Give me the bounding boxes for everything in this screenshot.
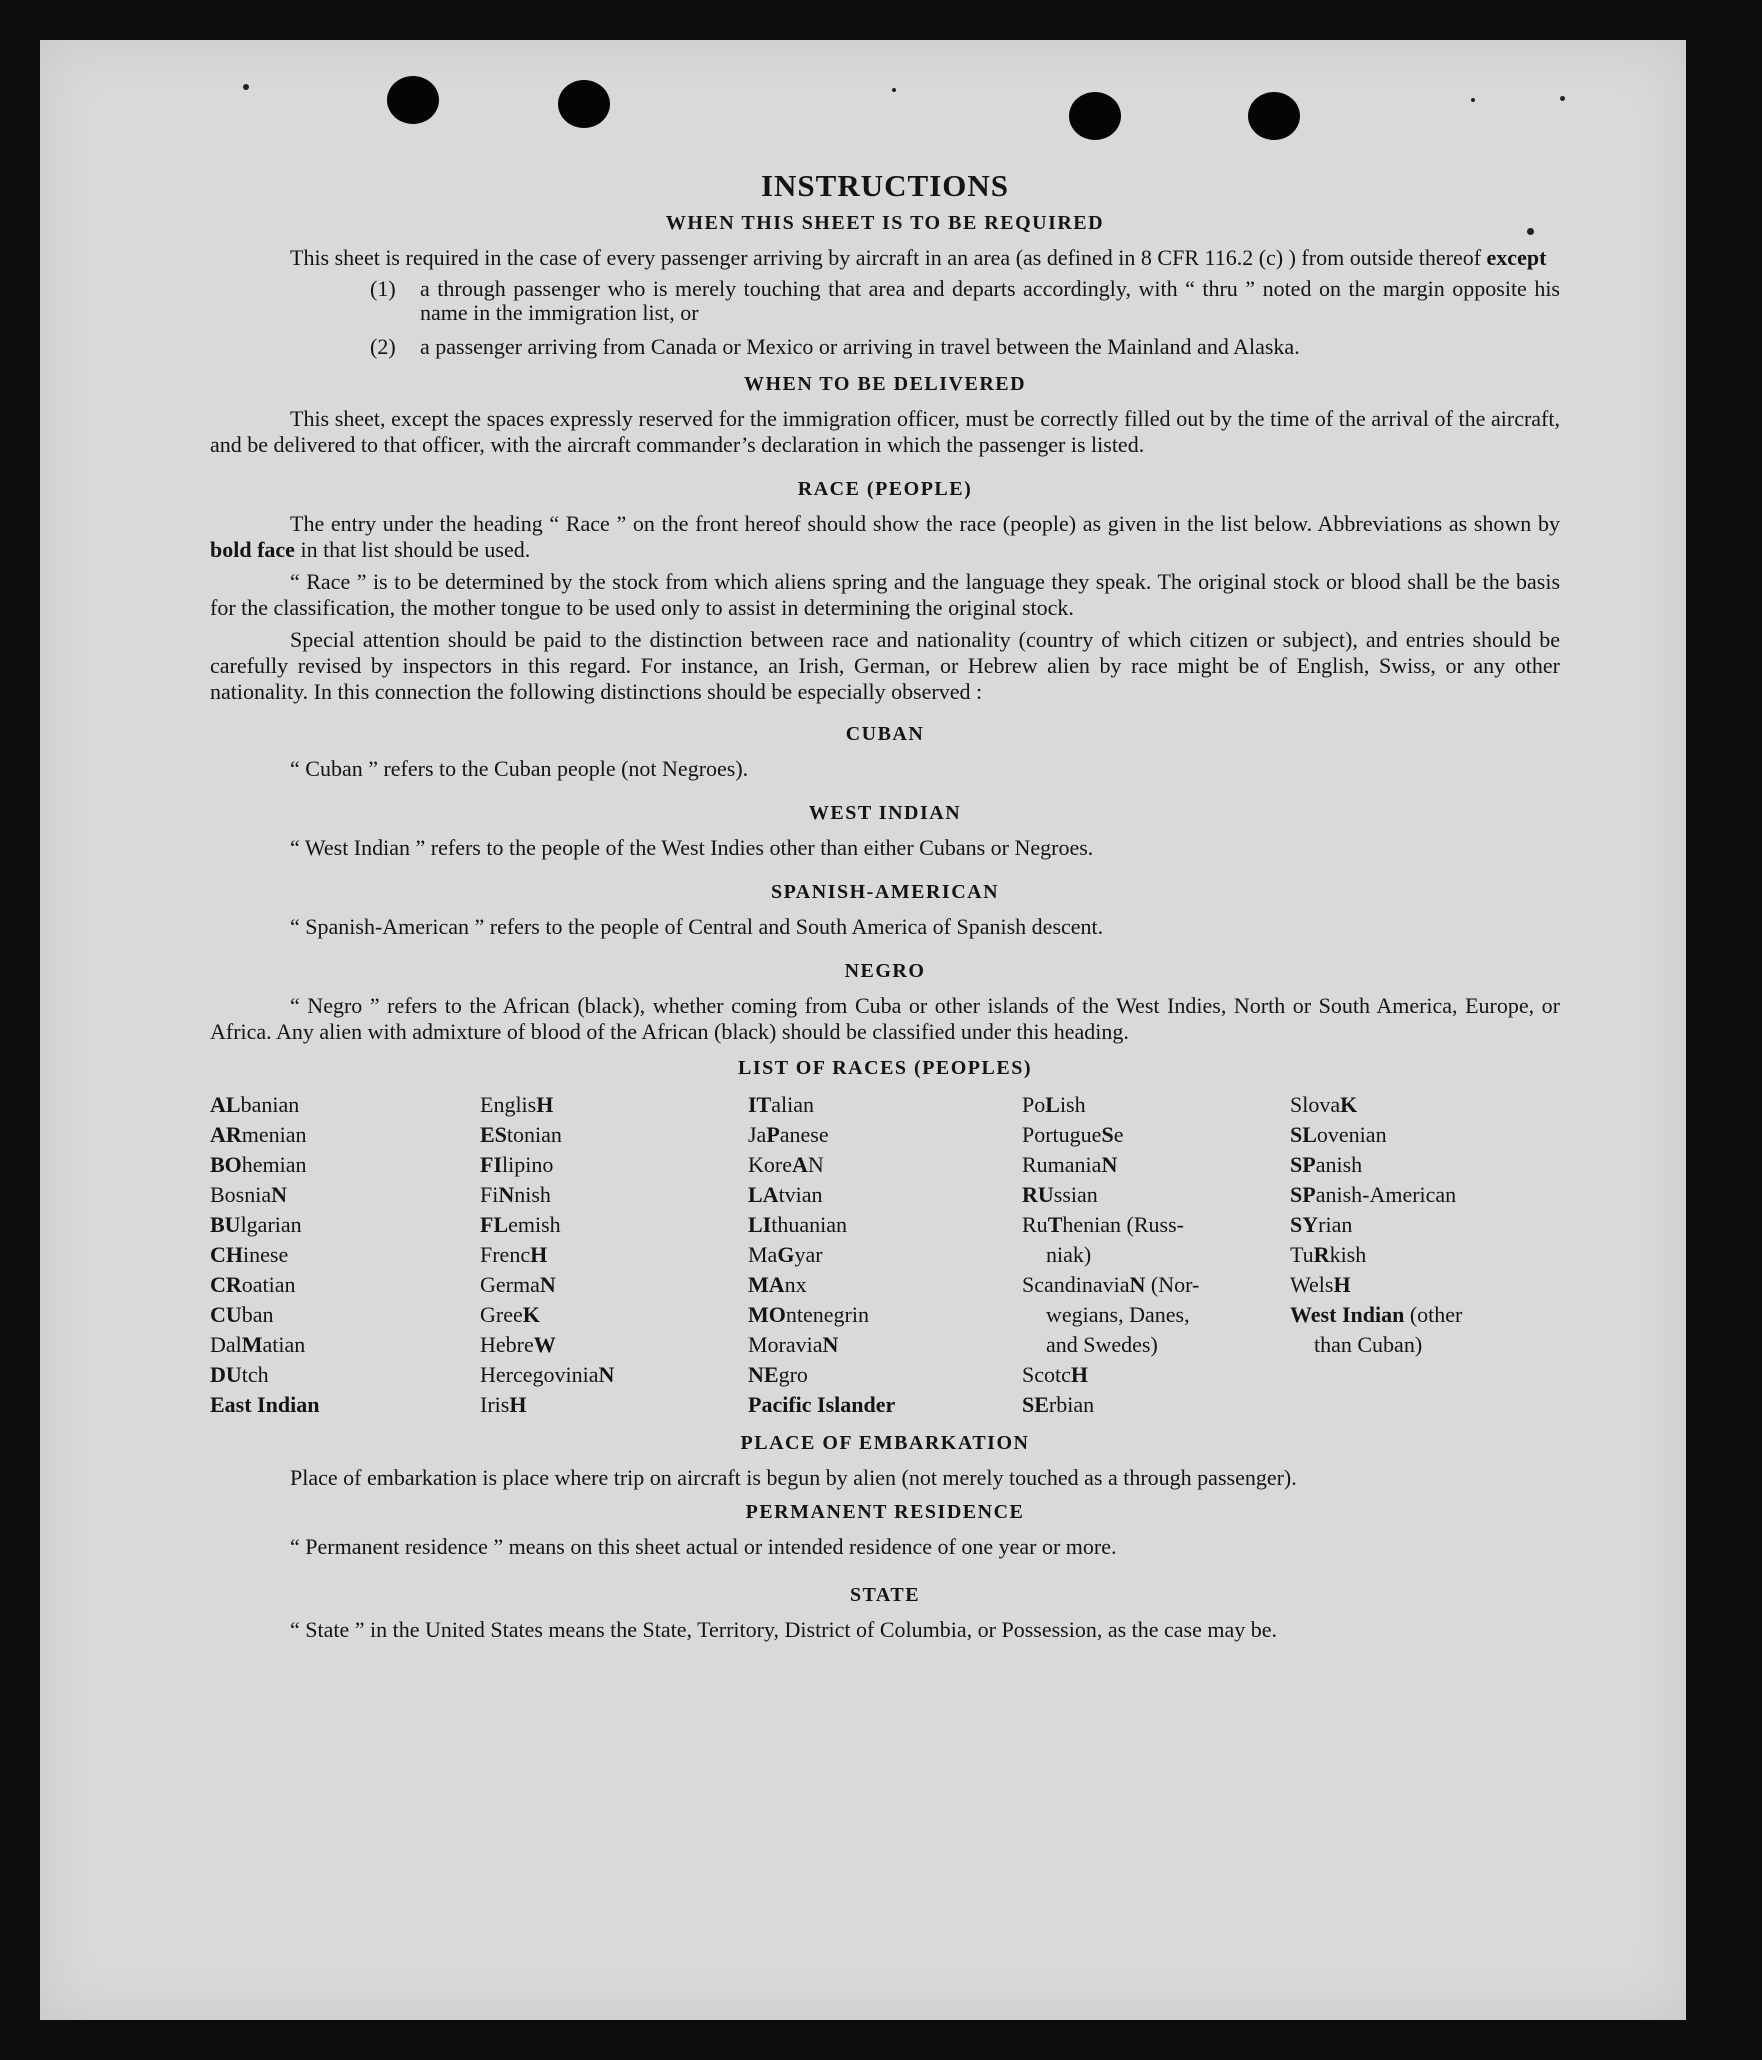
race-entry [748, 1270, 1022, 1300]
race-entry-text: ovenian [1316, 1122, 1387, 1147]
state-text: “ State ” in the United States means the State, Territory, District of Columbia, or Possession, as the case may be. [290, 1617, 1278, 1642]
race-entry-text: SL [1290, 1122, 1317, 1147]
race-entry-text: wegians, Danes, [1046, 1302, 1190, 1327]
race-entry [748, 1240, 1022, 1270]
race-entry-text: FL [480, 1212, 509, 1237]
race-entry-text: Kore [748, 1152, 792, 1177]
race-entry-text: Hercegovinia [480, 1362, 599, 1387]
race-entry [210, 1210, 480, 1240]
race-entry-text: (other [1404, 1302, 1463, 1327]
race-entry-text: than Cuban) [1314, 1332, 1423, 1357]
race-entry [480, 1180, 748, 1210]
race-entry-text: oatian [241, 1272, 296, 1297]
race-entry-text: H [509, 1392, 527, 1417]
race-entry-text: nish [514, 1182, 551, 1207]
race-entry-text: SE [1022, 1392, 1049, 1417]
race-entry-text: East Indian [210, 1392, 320, 1417]
races-column [1290, 1090, 1560, 1420]
race-entry-text: MA [748, 1272, 785, 1297]
race-entry-text: Dal [210, 1332, 242, 1357]
race-entry [1290, 1300, 1560, 1330]
race-entry-text: ban [241, 1302, 274, 1327]
race-entry-text: Ru [1022, 1212, 1048, 1237]
races-column [748, 1090, 1022, 1420]
race-entry-text: tvian [778, 1182, 823, 1207]
race-entry [1022, 1270, 1290, 1300]
residence-text: “ Permanent residence ” means on this sheet actual or intended residence of one year or more. [290, 1534, 1117, 1559]
race-entry [480, 1210, 748, 1240]
race-entry [480, 1330, 748, 1360]
race-entry-text: N [807, 1152, 824, 1177]
race-entry-text: CH [210, 1242, 243, 1267]
when-required-intro: This sheet is required in the case of every passenger arriving by aircraft in an area (as defined in 8 CFR 116.2 (c) ) from outside thereof except [290, 245, 1547, 270]
race-entry-text: anish [1315, 1152, 1363, 1177]
races-column [480, 1090, 748, 1420]
race-entry-text: CU [210, 1302, 242, 1327]
race-entry [748, 1210, 1022, 1240]
race-entry [1290, 1210, 1560, 1240]
heading-cuban: CUBAN [845, 723, 925, 745]
race-entry-text: G [777, 1242, 795, 1267]
race-entry-text: T [1047, 1212, 1063, 1237]
race-entry-text: Po [1022, 1092, 1046, 1117]
race-entry-text: ssian [1053, 1182, 1098, 1207]
race-entry-text: AL [210, 1092, 241, 1117]
race-entry-text: Scandinavia [1022, 1272, 1130, 1297]
race-entry-text: P [766, 1122, 780, 1147]
race-entry [1022, 1330, 1290, 1360]
race-paragraph-2: “ Race ” is to be determined by the stock from which aliens spring and the language they speak. The original stock or blood shall be the basis for the classification, the mother tongue to be used only to assist in determining the original stock. [210, 569, 1560, 620]
race-entry-text: R [1313, 1242, 1330, 1267]
when-delivered-text: This sheet, except the spaces expressly reserved for the immigration officer, must be correctly filled out by the time of the arrival of the aircraft, and be delivered to that officer, with the aircraft commander’s declaration in which the passenger is listed. [210, 406, 1560, 457]
race-entry [1022, 1180, 1290, 1210]
race-entry-text: rbian [1048, 1392, 1095, 1417]
race-entry [480, 1390, 748, 1420]
race-entry [1022, 1090, 1290, 1120]
race-entry [1022, 1120, 1290, 1150]
scan-speck [1471, 98, 1475, 102]
race-entry-text: thuanian [771, 1212, 848, 1237]
race-entry-text: S [1101, 1122, 1114, 1147]
race-entry-text: K [1340, 1092, 1358, 1117]
exception-item: (1) a through passenger who is merely touching that area and departs accordingly, with “ thru ” noted on the margin opposite his name in the immigration list, or [370, 276, 1560, 325]
race-entry [210, 1090, 480, 1120]
negro-text: “ Negro ” refers to the African (black), whether coming from Cuba or other islands of the West Indies, North or South America, Europe, or Africa. Any alien with admixture of blood of the African (black) should be classified under this heading. [210, 993, 1560, 1044]
race-entry-text: Slova [1290, 1092, 1341, 1117]
race-entry-text: Tu [1290, 1242, 1314, 1267]
race-entry-text: Hebre [480, 1332, 534, 1357]
race-entry-text: ntenegrin [785, 1302, 869, 1327]
race-entry-text: gro [778, 1362, 808, 1387]
heading-race: RACE (PEOPLE) [797, 478, 973, 500]
punch-hole [558, 80, 610, 128]
race-entry-text: SY [1290, 1212, 1319, 1237]
race-entry [480, 1270, 748, 1300]
race-entry [748, 1390, 1022, 1420]
race-entry-text: Ma [748, 1242, 778, 1267]
race-entry-text: Wels [1290, 1272, 1334, 1297]
race-entry-text: N [1101, 1152, 1118, 1177]
race-entry-text: Fi [480, 1182, 499, 1207]
race-entry [210, 1300, 480, 1330]
spanish-american-text: “ Spanish-American ” refers to the people of Central and South America of Spanish descent. [290, 914, 1104, 939]
race-entry-text: tonian [506, 1122, 562, 1147]
heading-embarkation: PLACE OF EMBARKATION [740, 1432, 1030, 1454]
race-entry-text: N [498, 1182, 515, 1207]
race-entry-text: rian [1318, 1212, 1353, 1237]
document-sheet [40, 40, 1686, 2020]
heading-when-delivered: WHEN TO BE DELIVERED [743, 373, 1027, 395]
punch-hole [387, 76, 439, 124]
race-entry [1290, 1180, 1560, 1210]
punch-hole [1069, 92, 1121, 140]
race-entry-text: Moravia [748, 1332, 823, 1357]
race-entry-text: H [530, 1242, 548, 1267]
race-entry [1290, 1120, 1560, 1150]
race-entry-text: N [539, 1272, 556, 1297]
race-entry-text: LA [748, 1182, 779, 1207]
race-entry [748, 1300, 1022, 1330]
west-indian-text: “ West Indian ” refers to the people of the West Indies other than either Cubans or Negroes. [290, 835, 1094, 860]
race-entry-text: Rumania [1022, 1152, 1102, 1177]
race-entry-text: kish [1329, 1242, 1367, 1267]
race-entry-text: H [536, 1092, 554, 1117]
race-entry-text: DU [210, 1362, 242, 1387]
race-entry-text: and Swedes) [1046, 1332, 1158, 1357]
race-entry [210, 1240, 480, 1270]
race-entry-text: AR [210, 1122, 242, 1147]
race-entry-text: N [598, 1362, 615, 1387]
race-entry-text: N [271, 1182, 288, 1207]
race-entry [1022, 1210, 1290, 1240]
race-entry-text: BO [210, 1152, 242, 1177]
page-title: INSTRUCTIONS [760, 168, 1009, 203]
race-entry-text: M [241, 1332, 263, 1357]
races-column [1022, 1090, 1290, 1420]
race-entry-text: Pacific Islander [748, 1392, 896, 1417]
heading-negro: NEGRO [844, 960, 926, 982]
race-entry [210, 1330, 480, 1360]
cuban-text: “ Cuban ” refers to the Cuban people (not Negroes). [290, 756, 749, 781]
race-entry-text: ish [1059, 1092, 1086, 1117]
exception-item: (2) a passenger arriving from Canada or Mexico or arriving in travel between the Mainland and Alaska. [370, 334, 1300, 359]
race-entry [1022, 1300, 1290, 1330]
race-entry-text: lgarian [240, 1212, 302, 1237]
race-entry [210, 1120, 480, 1150]
race-entry-text: LI [748, 1212, 772, 1237]
race-entry-text: RU [1022, 1182, 1054, 1207]
race-entry-text: NE [748, 1362, 779, 1387]
race-entry-text: inese [243, 1242, 289, 1267]
scan-speck [243, 84, 249, 90]
race-entry-text: henian (Russ- [1062, 1212, 1184, 1237]
scan-speck [1560, 96, 1565, 101]
race-entry-text: banian [240, 1092, 300, 1117]
race-entry [1290, 1270, 1560, 1300]
race-entry-text: yar [794, 1242, 823, 1267]
race-entry-text: hemian [241, 1152, 307, 1177]
race-entry-text: Germa [480, 1272, 540, 1297]
race-entry [748, 1090, 1022, 1120]
race-entry-text: emish [508, 1212, 561, 1237]
race-entry-text: Scotc [1022, 1362, 1071, 1387]
race-entry-text: Bosnia [210, 1182, 272, 1207]
race-entry [1022, 1240, 1290, 1270]
race-entry [480, 1090, 748, 1120]
race-entry-text: Portugue [1022, 1122, 1102, 1147]
race-entry-text: anese [779, 1122, 829, 1147]
race-paragraph-3: Special attention should be paid to the distinction between race and nationality (country of which citizen or subject), and entries should be carefully revised by inspectors in this regard. For instance, an Irish, German, or Hebrew alien by race might be of English, Swiss, or any other nationality. In this connection the following distinctions should be especially observed : [210, 627, 1560, 704]
race-entry-text: Gree [480, 1302, 523, 1327]
race-entry-text: ES [480, 1122, 507, 1147]
race-entry-text: IT [748, 1092, 772, 1117]
heading-permanent-residence: PERMANENT RESIDENCE [745, 1501, 1025, 1523]
race-entry [748, 1360, 1022, 1390]
race-entry [1022, 1360, 1290, 1390]
races-column [210, 1090, 480, 1420]
race-entry [1290, 1240, 1560, 1270]
race-entry [1022, 1150, 1290, 1180]
race-entry [480, 1240, 748, 1270]
race-entry-text: Frenc [480, 1242, 531, 1267]
race-entry-text: MO [748, 1302, 786, 1327]
race-entry [1290, 1150, 1560, 1180]
race-entry [480, 1120, 748, 1150]
race-entry-text: Ja [748, 1122, 767, 1147]
heading-west-indian: WEST INDIAN [808, 802, 962, 824]
race-paragraph-1: The entry under the heading “ Race ” on the front hereof should show the race (people) as given in the list below. Abbreviations as shown by bold face in that list should be used. [210, 511, 1560, 562]
heading-when-required: WHEN THIS SHEET IS TO BE REQUIRED [665, 212, 1105, 234]
race-entry-text: (Nor- [1145, 1272, 1200, 1297]
race-entry-text: SP [1290, 1152, 1316, 1177]
race-entry-text: e [1113, 1122, 1124, 1147]
heading-spanish-american: SPANISH-AMERICAN [770, 881, 1000, 903]
race-entry [480, 1360, 748, 1390]
race-entry-text: alian [771, 1092, 815, 1117]
race-entry [210, 1270, 480, 1300]
race-entry-text: nx [784, 1272, 807, 1297]
race-entry-text: menian [241, 1122, 307, 1147]
race-entry-text: A [791, 1152, 808, 1177]
race-entry-text: atian [262, 1332, 306, 1357]
heading-list-of-races: LIST OF RACES (PEOPLES) [737, 1057, 1032, 1079]
race-entry-text: BU [210, 1212, 241, 1237]
race-entry-text: FI [480, 1152, 502, 1177]
race-entry-text: niak) [1046, 1242, 1092, 1267]
punch-hole [1248, 92, 1300, 140]
race-entry-text: N [1129, 1272, 1146, 1297]
race-entry [748, 1180, 1022, 1210]
race-entry-text: CR [210, 1272, 242, 1297]
race-entry [210, 1360, 480, 1390]
race-entry-text: lipino [502, 1152, 554, 1177]
race-entry-text: West Indian [1290, 1302, 1405, 1327]
race-entry-text: SP [1290, 1182, 1316, 1207]
race-entry-text: Englis [480, 1092, 537, 1117]
race-entry [1290, 1090, 1560, 1120]
scan-speck [892, 88, 896, 92]
race-entry [748, 1330, 1022, 1360]
instructions-content [210, 168, 1560, 1643]
race-entry [480, 1300, 748, 1330]
race-entry [210, 1150, 480, 1180]
race-entry-text: L [1045, 1092, 1060, 1117]
race-entry-text: tch [241, 1362, 269, 1387]
race-entry-text: K [522, 1302, 540, 1327]
race-entry [748, 1120, 1022, 1150]
heading-state: STATE [849, 1584, 921, 1606]
race-entry-text: anish-American [1315, 1182, 1457, 1207]
race-entry-text: W [533, 1332, 556, 1357]
race-entry-text: Iris [480, 1392, 510, 1417]
races-list [210, 1090, 1560, 1420]
race-entry-text: H [1333, 1272, 1351, 1297]
race-entry [480, 1150, 748, 1180]
race-entry [210, 1390, 480, 1420]
race-entry-text: H [1070, 1362, 1089, 1387]
race-entry-text: N [822, 1332, 839, 1357]
race-entry [1290, 1330, 1560, 1360]
embarkation-text: Place of embarkation is place where trip on aircraft is begun by alien (not merely touched as a through passenger). [290, 1465, 1297, 1490]
race-entry [1022, 1390, 1290, 1420]
race-entry [748, 1150, 1022, 1180]
race-entry [210, 1180, 480, 1210]
